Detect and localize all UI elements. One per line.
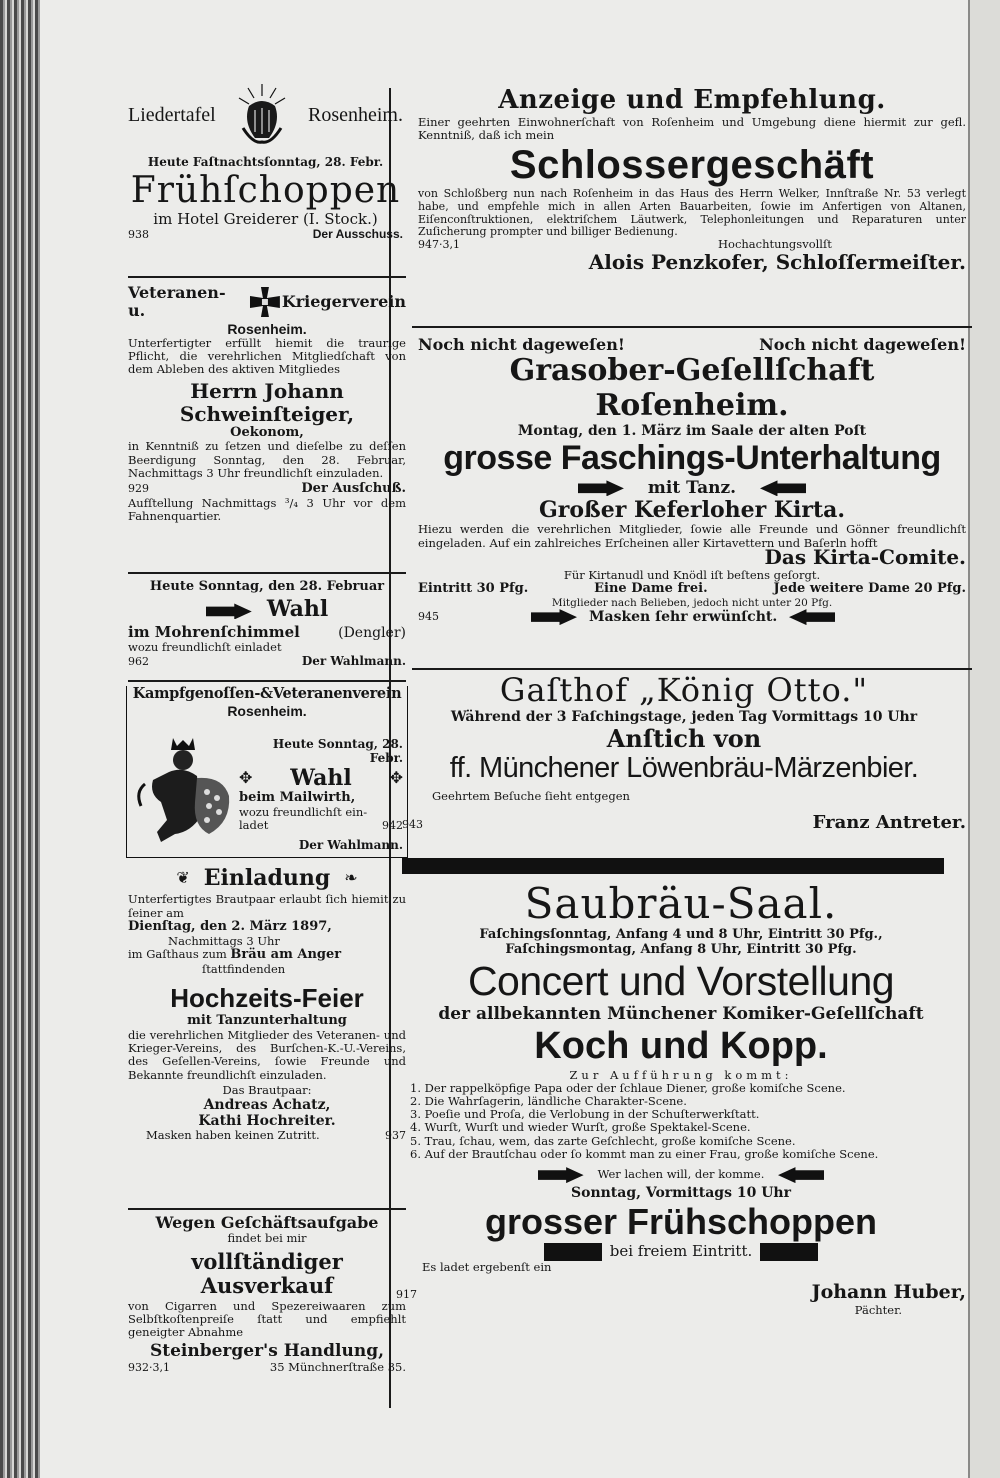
grasober-tag-right: Noch nicht dageweſen! <box>759 335 966 354</box>
saubraeu-item-3: 3. Poeſie und Proſa, die Verlobung in der Schuſterwerkſtatt. <box>410 1107 760 1122</box>
grasober-lady: Eine Dame frei. <box>594 581 708 597</box>
wahl1-line1: Heute Sonntag, den 28. Februar <box>149 579 385 594</box>
kampf-sign: Der Wahlmann. <box>298 837 403 852</box>
saubraeu-item-2: 2. Die Wahrſagerin, ländliche Charakter-Scene. <box>410 1093 687 1108</box>
veteranen-text1: Unterfertigter erfüllt hiemit die traurige Pflicht, die verehrlichen Mitgliedſchaft von dem Ableben des aktiven Mitgliedes <box>128 335 406 377</box>
anzeige-greeting: Hochachtungsvollſt <box>718 236 832 251</box>
einladung-event: Hochzeits-Feier <box>170 983 364 1014</box>
einladung-text1: Unterfertigtes Brautpaar erlaubt ſich hiemit zu ſeiner am <box>128 892 406 920</box>
veteranen-title-right: Kriegerverein <box>281 292 406 312</box>
veteranen-text3: Aufſtellung Nachmittags ³/₄ 3 Uhr vor dem Fahnenquartier. <box>128 496 406 524</box>
ad-einladung-hochzeit <box>128 866 406 1143</box>
einladung-bride: Kathi Hochreiter. <box>198 1113 336 1130</box>
rule-3 <box>128 680 406 682</box>
pointing-hand-icon <box>206 603 252 619</box>
wahl1-number: 962 <box>128 654 149 668</box>
heavy-rule <box>402 858 944 874</box>
scroll-ornament-left-icon: ❦ <box>176 868 190 888</box>
book-spine-edge <box>0 0 40 1478</box>
otto-text: Geehrtem Beſuche ſieht entgegen <box>432 788 630 803</box>
kampf-title2: Wahl <box>290 764 352 791</box>
einladung-title: Einladung <box>203 865 331 891</box>
ausverkauf-text: von Cigarren und Spezereiwaaren zum Selbſtkoſtenpreiſe ſtatt und empfiehlt geneigter Abnahme <box>128 1298 406 1340</box>
otto-beer: ff. Münchener Löwenbräu-Märzenbier. <box>449 752 919 785</box>
saubraeu-sub: der allbekannten Münchener Komiker-Geſellſchaft <box>438 1004 924 1025</box>
grasober-note: Für Kirtanudl und Knödl iſt beſtens geſorgt. <box>563 567 821 582</box>
kampf-text2: ladet <box>239 818 269 833</box>
ad-schlossergeschaeft <box>418 86 966 274</box>
anzeige-business: Schlossergeschäft <box>509 143 875 188</box>
ad-saubraeu-saal <box>396 880 966 1317</box>
liedertafel-title-right: Rosenheim. <box>308 103 403 126</box>
saubraeu-event: Concert und Vorstellung <box>467 958 895 1005</box>
grasober-sign: Das Kirta-Comite. <box>764 544 966 569</box>
wahl1-sign: Der Wahlmann. <box>301 653 406 668</box>
grasober-with: mit Tanz. <box>647 477 737 498</box>
ad-ausverkauf <box>128 1214 406 1375</box>
pointing-hand-right-icon-3 <box>538 1167 584 1183</box>
saubraeu-troupe: Koch und Kopp. <box>534 1024 828 1067</box>
liedertafel-venue: im Hotel Greiderer (I. Stock.) <box>153 210 378 229</box>
wahl1-text: wozu freundlichſt einladet <box>128 640 282 655</box>
otto-anstich: Anſtich von <box>606 723 762 753</box>
scroll-ornament-right-icon: ❧ <box>344 868 358 888</box>
pointing-hand-left-icon-3 <box>778 1167 824 1183</box>
liedertafel-date: Heute Faſtnachtsſonntag, 28. Febr. <box>147 155 384 169</box>
pointing-hand-left-icon <box>760 480 806 496</box>
ausverkauf-line2: findet bei mir <box>227 1231 307 1246</box>
otto-number: 943 <box>402 818 423 832</box>
saubraeu-role: Pächter. <box>854 1302 902 1317</box>
grasober-more: Jede weitere Dame 20 Pfg. <box>773 581 966 597</box>
anzeige-sign: Alois Penzkofer, Schloſſermeiſter. <box>588 249 966 274</box>
ad-kampfgenossen <box>126 686 408 858</box>
grasober-date: Montag, den 1. März im Saale der alten Poſt <box>517 423 867 440</box>
grasober-number: 945 <box>418 609 439 623</box>
einladung-couple-label: Das Brautpaar: <box>222 1082 312 1097</box>
liedertafel-sign: Der Ausschuss. <box>312 227 403 242</box>
grasober-title: Grasober-Geſellſchaft Roſenheim. <box>509 353 875 423</box>
otto-sign: Franz Antreter. <box>812 812 966 834</box>
kampf-venue: beim Mailwirth, <box>239 789 356 805</box>
liedertafel-event: Frühſchoppen <box>130 169 401 211</box>
ausverkauf-number: 932·3,1 <box>128 1361 170 1375</box>
einladung-text2: die verehrlichen Mitglieder des Veteranen- und Krieger-Vereins, des Burſchen-K.-U.-Vereins, des Geſellen-Vereins, ſowie Freunde und Bekannte freundlichſt einzuladen. <box>128 1027 406 1082</box>
einladung-groom: Andreas Achatz, <box>203 1096 331 1113</box>
ad-veteranen <box>128 284 406 524</box>
saubraeu-item-6: 6. Auf der Brautſchau oder ſo kommt man zu einer Frau, große komiſche Scene. <box>410 1146 879 1161</box>
wahl1-title: Wahl <box>266 595 329 622</box>
ornament-left-icon: ✥ <box>239 768 253 788</box>
einladung-note: Masken haben keinen Zutritt. <box>146 1128 320 1143</box>
saubraeu-sign: Johann Huber, <box>811 1280 966 1303</box>
ad-wahl-mohrenschimmel <box>128 580 406 669</box>
wahl1-venue: im Mohrenſchimmel <box>128 623 300 642</box>
saubraeu-item-4: 4. Wurſt, Wurſt und wieder Wurſt, große Spektakel-Scene. <box>410 1120 751 1135</box>
anzeige-title: Anzeige und Empfehlung. <box>498 85 886 115</box>
liedertafel-number: 938 <box>128 228 149 242</box>
saubraeu-item-5: 5. Trau, ſchau, wem, das zarte Geſchlecht, große komiſche Scene. <box>410 1133 796 1148</box>
iron-cross-icon <box>248 285 282 319</box>
rule-r2 <box>412 668 972 670</box>
kampf-number: 942 <box>382 819 403 833</box>
ausverkauf-address: 35 Münchnerſtraße 35. <box>269 1360 406 1375</box>
black-bar-left <box>544 1243 602 1261</box>
veteranen-title-left: Veteranen- u. <box>128 283 226 321</box>
einladung-sub: mit Tanzunterhaltung <box>187 1012 347 1028</box>
right-margin <box>968 0 1000 1478</box>
otto-title: Gaſthof „König Otto." <box>499 671 869 709</box>
wahl1-venue-host: (Dengler) <box>338 625 406 642</box>
black-bar-right <box>760 1243 818 1261</box>
pointing-hand-right-icon <box>578 480 624 496</box>
saubraeu-free: bei freiem Eintritt. <box>609 1241 753 1260</box>
grasober-members: Mitglieder nach Belieben, jedoch nicht unter 20 Pfg. <box>551 597 833 610</box>
einladung-number: 937 <box>385 1129 406 1143</box>
newspaper-page <box>40 0 1000 1478</box>
saubraeu-line1: Faſchingsſonntag, Anfang 4 und 8 Uhr, Eintritt 30 Pfg., <box>479 927 883 943</box>
saubraeu-program-head: Zur Aufführung kommt: <box>569 1067 793 1082</box>
pointing-hand-right-icon-2 <box>531 609 577 625</box>
saubraeu-item-1: 1. Der rappelköpfige Papa oder der ſchlaue Diener, große komiſche Scene. <box>410 1080 846 1095</box>
saubraeu-title: Saubräu-Saal. <box>524 879 838 928</box>
einladung-place-b: Bräu am Anger <box>230 946 342 962</box>
veteranen-job: Oekonom, <box>230 424 304 440</box>
anzeige-text2: von Schloßberg nun nach Roſenheim in das Haus des Herrn Welker, Innſtraße Nr. 53 verlegt habe, und empfehle mich in allen Arten Bauarbeiten, ſowie im Anfertigen von Altanen, Eiſenconſtruktionen, elektriſchem Läutwerk, Telephonleitungen und Reparaturen unter Zuſicherung prompter und billiger Bedienung. <box>418 187 966 239</box>
einladung-place-c: ſtattfindenden <box>202 961 286 976</box>
kampf-text: wozu freundlichſt ein- <box>239 804 368 819</box>
grasober-event: grosse Faschings-Unterhaltung <box>443 439 941 478</box>
anzeige-text1: Einer geehrten Einwohnerſchaft von Roſenheim und Umgebung diene hiermit zur gefl. Kenntniß, daß ich mein <box>418 114 966 143</box>
liedertafel-title-left: Liedertafel <box>128 103 216 126</box>
grasober-masks: Masken ſehr erwünſcht. <box>589 609 778 626</box>
veteranen-text2: in Kenntniß zu ſetzen und dieſelbe zu deſſen Beerdigung Sonntag, den 28. Februar, Nachmittags 3 Uhr freundlichſt einzuladen. <box>128 439 406 480</box>
ausverkauf-sign: Steinberger's Handlung, <box>149 1340 385 1361</box>
kampf-date: Heute Sonntag, 28. Febr. <box>272 737 403 765</box>
veteranen-number: 929 <box>128 482 149 496</box>
einladung-time: Nachmittags 3 Uhr <box>168 933 280 948</box>
kampf-city: Rosenheim. <box>227 702 307 719</box>
lyre-emblem-icon <box>233 82 291 148</box>
veteranen-sign: Der Ausſchuß. <box>301 481 406 497</box>
ornament-right-icon: ✥ <box>389 768 403 788</box>
pointing-hand-left-icon-2 <box>789 609 835 625</box>
grasober-kirta: Großer Keferloher Kirta. <box>538 497 846 524</box>
anzeige-number: 947·3,1 <box>418 237 460 251</box>
ad-grasober-gesellschaft <box>418 328 966 625</box>
saubraeu-number: 917 <box>396 1287 417 1301</box>
kampf-title: Kampfgenoſſen-&Veteranenverein <box>132 685 402 702</box>
saubraeu-line2: Faſchingsmontag, Anfang 8 Uhr, Eintritt 30 Pfg. <box>505 942 857 958</box>
saubraeu-invite: Es ladet ergebenſt ein <box>422 1259 552 1274</box>
einladung-date: Dienſtag, den 2. März 1897, <box>128 918 332 934</box>
ad-gasthof-koenig-otto <box>402 672 966 834</box>
grasober-text: Hiezu werden die verehrlichen Mitglieder, ſowie alle Freunde und Gönner freundlichſt eingeladen. Auf ein zahlreiches Erſcheinen aller Kirtavettern und Baſerln hofft <box>418 522 966 550</box>
rule-2 <box>128 572 406 574</box>
saubraeu-fruehschoppen: grosser Frühschoppen <box>484 1201 878 1243</box>
ausverkauf-line1: Wegen Geſchäftsaufgabe <box>155 1213 379 1232</box>
ausverkauf-title: vollſtändiger Ausverkauf <box>191 1248 343 1298</box>
rule-4 <box>128 1208 406 1210</box>
otto-line1: Während der 3 Faſchingstage, jeden Tag Vormittags 10 Uhr <box>450 708 918 725</box>
rule-1 <box>128 276 406 278</box>
grasober-tag-left: Noch nicht dageweſen! <box>418 335 625 354</box>
veteranen-city: Rosenheim. <box>227 320 307 337</box>
saubraeu-motto: Wer lachen will, der komme. <box>597 1167 765 1182</box>
ad-liedertafel <box>128 82 403 242</box>
einladung-place-a: im Gaſthaus zum <box>128 946 227 961</box>
saubraeu-sunday: Sonntag, Vormittags 10 Uhr <box>571 1185 791 1202</box>
grasober-entry: Eintritt 30 Pfg. <box>418 581 529 597</box>
lion-crest-icon <box>131 736 237 846</box>
veteranen-name: Herrn Johann Schweinſteiger, <box>179 378 355 426</box>
